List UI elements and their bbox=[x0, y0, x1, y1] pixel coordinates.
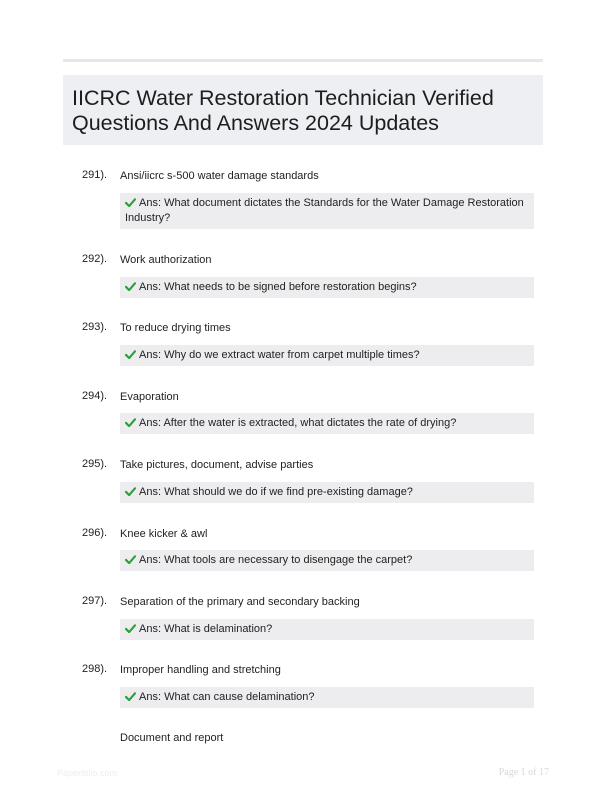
question-text: To reduce drying times bbox=[120, 322, 231, 334]
question-text: Evaporation bbox=[120, 391, 179, 403]
checkmark-icon bbox=[125, 350, 136, 359]
trailing-question-text: Document and report bbox=[120, 732, 224, 744]
answer-text: Ans: What document dictates the Standards for the Water Damage Restoration Industry? bbox=[125, 197, 524, 224]
answer-text: Ans: What needs to be signed before restoration begins? bbox=[139, 281, 417, 293]
answer-box bbox=[120, 345, 534, 366]
top-divider bbox=[63, 59, 543, 62]
question-text: Improper handling and stretching bbox=[120, 664, 281, 676]
answer-text: Ans: Why do we extract water from carpet multiple times? bbox=[139, 349, 420, 361]
checkmark-icon bbox=[125, 418, 136, 427]
footer-watermark: Paperfolio.com bbox=[57, 768, 118, 778]
question-number: 292). bbox=[82, 253, 108, 265]
question-number: 295). bbox=[82, 458, 108, 470]
question-text: Work authorization bbox=[120, 254, 212, 266]
title-banner bbox=[63, 75, 543, 145]
answer-text: Ans: What can cause delamination? bbox=[139, 691, 315, 703]
checkmark-icon bbox=[125, 555, 136, 564]
answer-box bbox=[120, 687, 534, 708]
question-number: 296). bbox=[82, 527, 108, 539]
question-text: Take pictures, document, advise parties bbox=[120, 459, 314, 471]
checkmark-icon bbox=[125, 624, 136, 633]
answer-box bbox=[120, 277, 534, 298]
question-number: 293). bbox=[82, 321, 108, 333]
question-number: 298). bbox=[82, 663, 108, 675]
answer-text: Ans: What should we do if we find pre-existing damage? bbox=[139, 486, 413, 498]
answer-text: Ans: After the water is extracted, what dictates the rate of drying? bbox=[139, 417, 457, 429]
answer-box bbox=[120, 550, 534, 571]
checkmark-icon bbox=[125, 282, 136, 291]
answer-text: Ans: What tools are necessary to disengage the carpet? bbox=[139, 554, 413, 566]
question-number: 294). bbox=[82, 390, 108, 402]
question-number: 291). bbox=[82, 169, 108, 181]
page-number: Page 1 of 17 bbox=[498, 767, 549, 778]
checkmark-icon bbox=[125, 692, 136, 701]
answer-box bbox=[120, 413, 534, 434]
question-number: 297). bbox=[82, 595, 108, 607]
answer-box bbox=[120, 619, 534, 640]
answer-box bbox=[120, 482, 534, 503]
checkmark-icon bbox=[125, 487, 136, 496]
question-text: Ansi/iicrc s-500 water damage standards bbox=[120, 170, 319, 182]
question-text: Knee kicker & awl bbox=[120, 528, 208, 540]
answer-text: Ans: What is delamination? bbox=[139, 623, 273, 635]
answer-box bbox=[120, 193, 534, 229]
page-title: IICRC Water Restoration Technician Verified Questions And Answers 2024 Updates bbox=[72, 86, 494, 135]
question-text: Separation of the primary and secondary backing bbox=[120, 596, 360, 608]
checkmark-icon bbox=[125, 198, 136, 207]
